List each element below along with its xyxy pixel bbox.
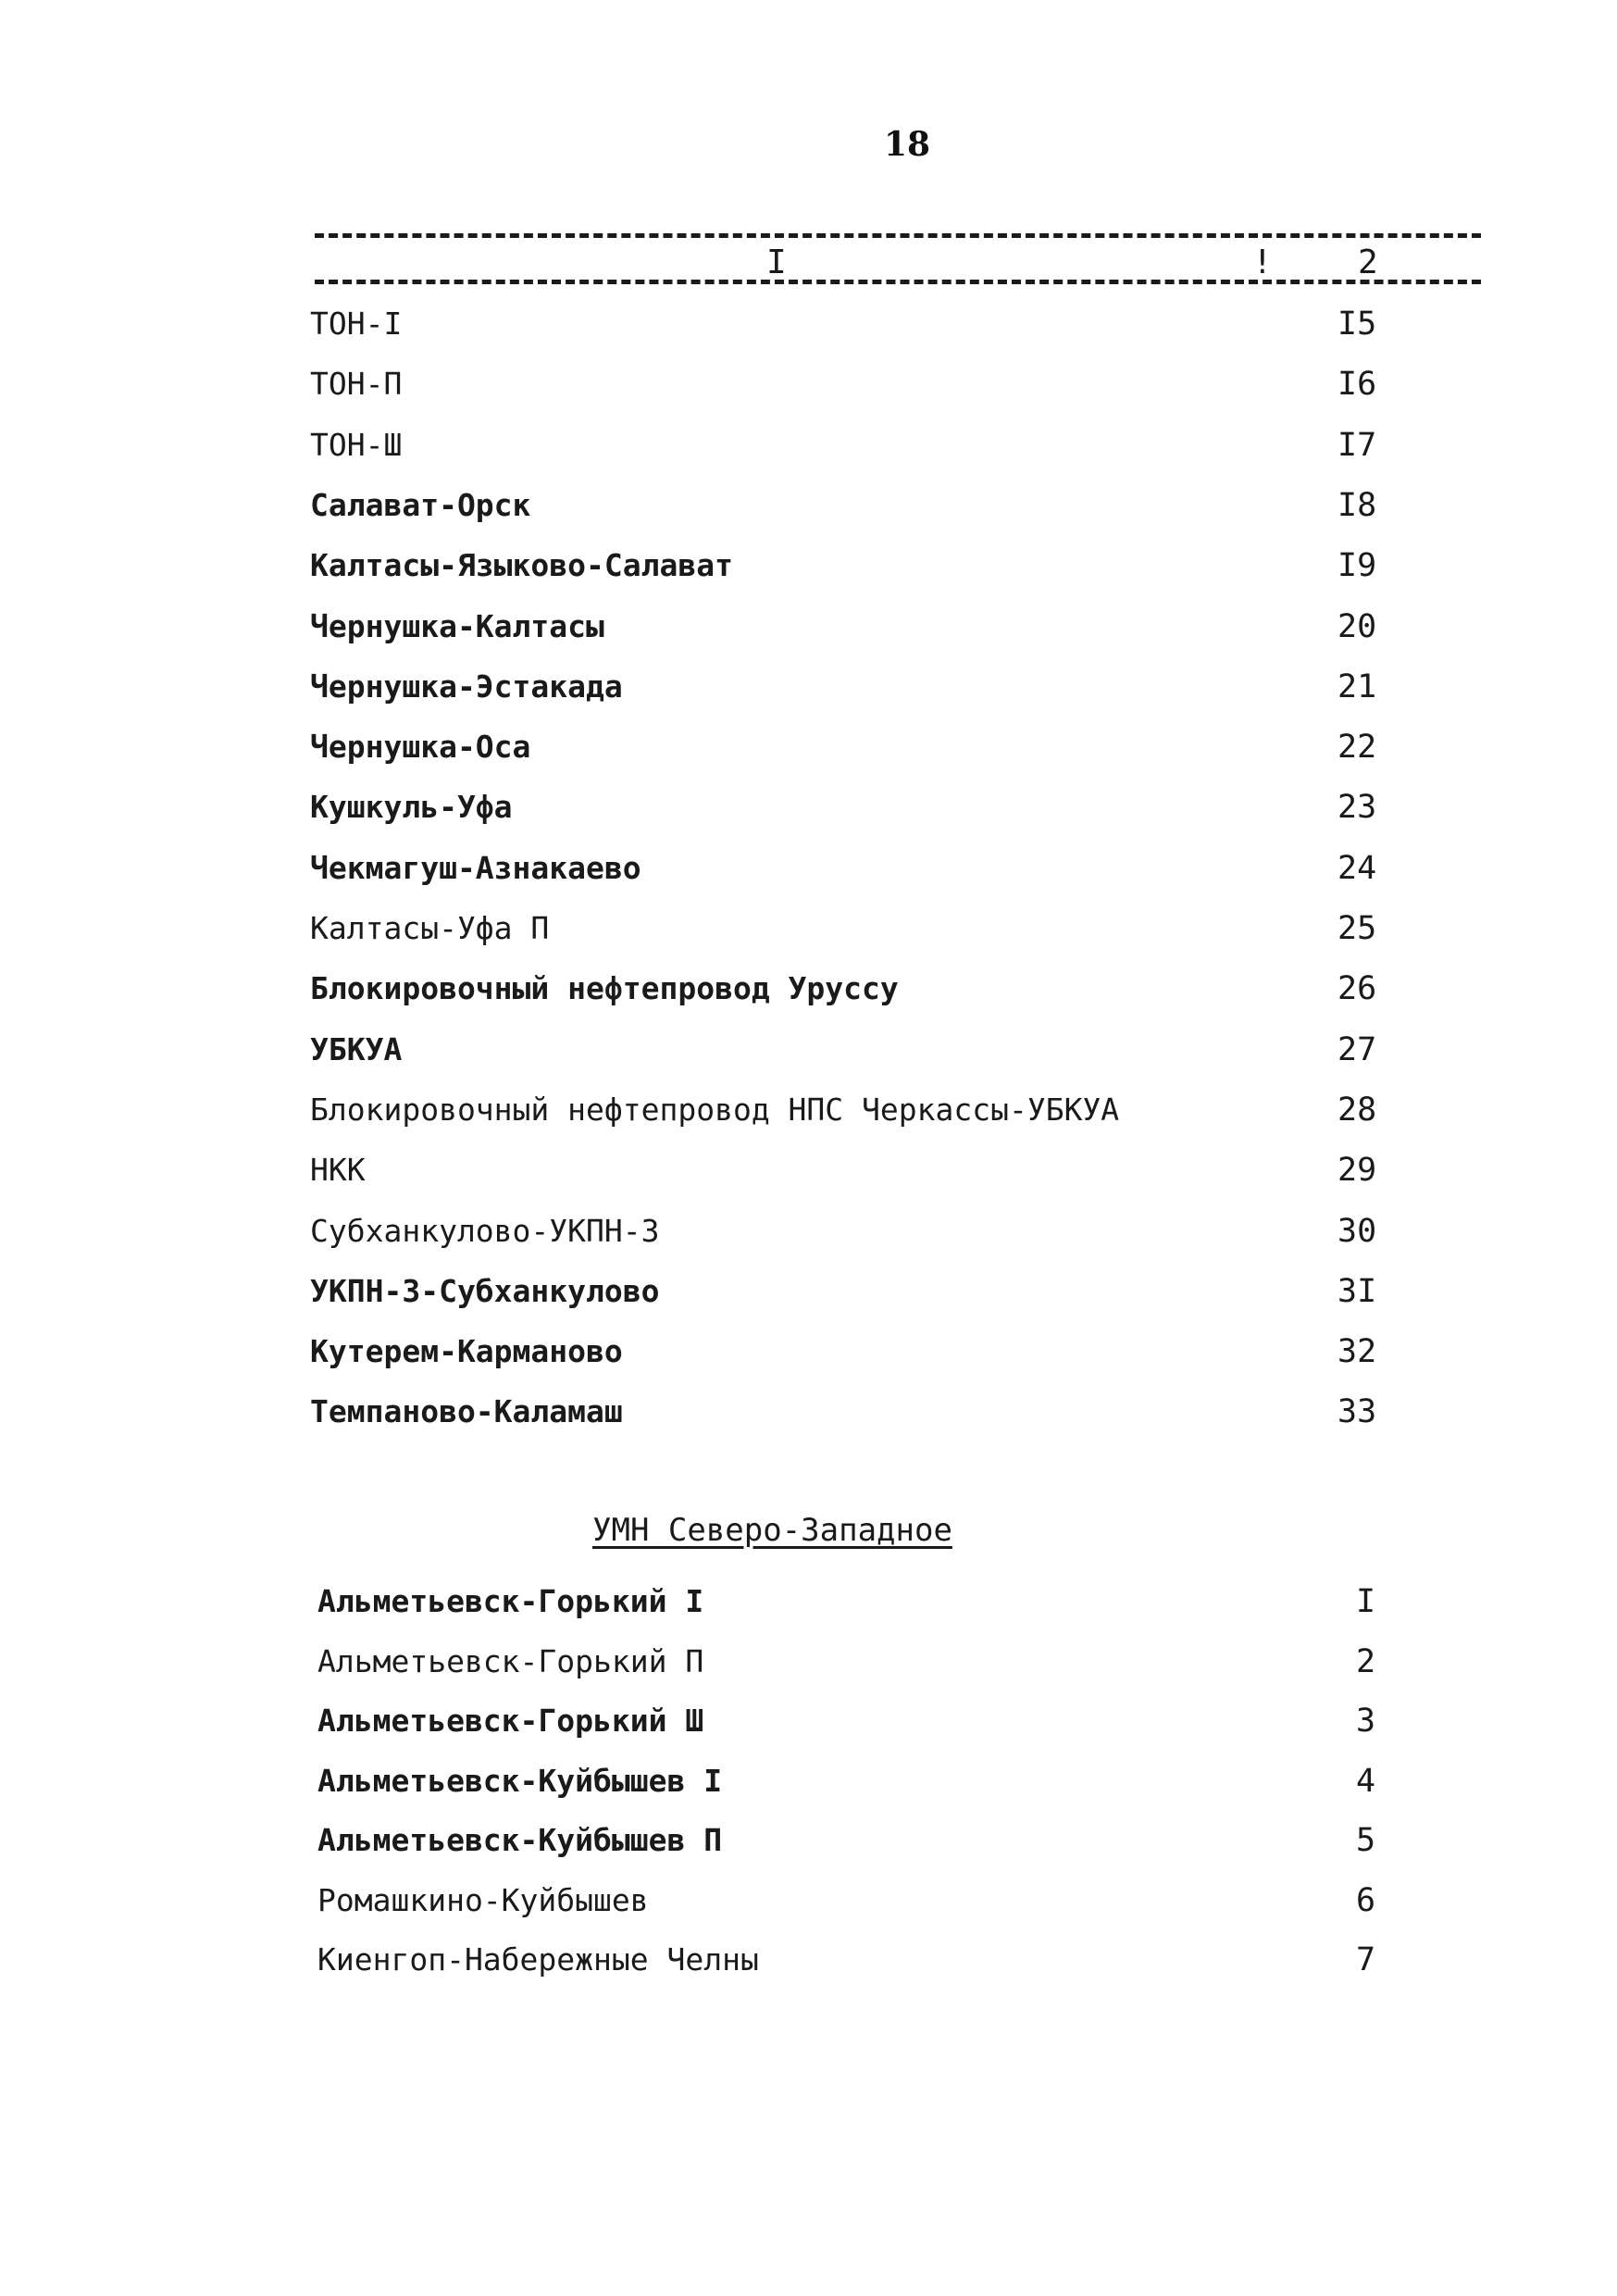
- list-item-name: Салават-Орск: [310, 486, 531, 523]
- list-item: [317, 1693, 1430, 1749]
- list-item-name: ТОН-Ш: [310, 426, 403, 463]
- list-item-number: 28: [1337, 1091, 1377, 1129]
- list-item-number: 20: [1337, 607, 1377, 645]
- list-item-name: ТОН-I: [310, 306, 403, 342]
- list-item: [317, 1932, 1430, 1988]
- table-header-col2: 2: [1358, 243, 1378, 281]
- list-item-number: 3: [1356, 1703, 1376, 1740]
- list-item-number: I9: [1337, 547, 1377, 585]
- list-item-name: УБКУА: [310, 1030, 403, 1067]
- list-item-name: Калтасы-Языково-Салават: [310, 547, 733, 584]
- list-item-number: 3I: [1337, 1272, 1377, 1310]
- list-item: [317, 1813, 1430, 1868]
- list-item-name: Чекмагуш-Азнакаево: [310, 849, 641, 886]
- list-item: [310, 841, 1412, 896]
- list-item: [310, 296, 1412, 352]
- list-item: [310, 961, 1412, 1017]
- list-item-number: 26: [1337, 970, 1377, 1008]
- list-item-name: Альметьевск-Горький I: [317, 1583, 704, 1619]
- list-item: [310, 1384, 1412, 1440]
- list-item-number: 4: [1356, 1762, 1376, 1800]
- list-item: [317, 1574, 1430, 1629]
- list-item: [310, 1142, 1412, 1198]
- list-item-number: 25: [1337, 910, 1377, 947]
- list-item-name: Ромашкино-Куйбышев: [317, 1881, 649, 1918]
- table-header-rule-bottom: [315, 280, 1481, 284]
- list-item-name: УКПН-3-Субханкулово: [310, 1272, 660, 1309]
- list-item-name: Темпаново-Каламаш: [310, 1393, 623, 1430]
- list-item: [310, 1264, 1412, 1319]
- list-item-number: I5: [1337, 306, 1377, 343]
- list-item-name: Чернушка-Оса: [310, 729, 531, 766]
- list-item: [310, 719, 1412, 775]
- list-item-name: Чернушка-Эстакада: [310, 668, 623, 705]
- list-item-number: I6: [1337, 366, 1377, 404]
- list-item-number: 24: [1337, 849, 1377, 887]
- list-item-name: Альметьевск-Горький Ш: [317, 1703, 704, 1739]
- list-item-name: Субханкулово-УКПН-3: [310, 1212, 660, 1249]
- list-item-number: 21: [1337, 668, 1377, 705]
- table-header-rule-top: [315, 233, 1481, 238]
- list-item-number: 22: [1337, 729, 1377, 767]
- list-item-number: I7: [1337, 426, 1377, 464]
- list-item-name: Чернушка-Калтасы: [310, 607, 604, 644]
- list-item: [310, 1324, 1412, 1379]
- list-item-number: I: [1356, 1583, 1376, 1620]
- list-item: [310, 1022, 1412, 1078]
- list-item: [310, 1082, 1412, 1138]
- list-item-name: ТОН-П: [310, 366, 403, 403]
- list-item-number: 30: [1337, 1212, 1377, 1250]
- list-item-name: Блокировочный нефтепровод Уруссу: [310, 970, 899, 1007]
- list-item-number: 27: [1337, 1030, 1377, 1068]
- list-item: [310, 780, 1412, 835]
- list-item: [310, 356, 1412, 412]
- list-item-name: Блокировочный нефтепровод НПС Черкассы-УБКУА: [310, 1091, 1120, 1128]
- table-header-col1: I: [766, 243, 787, 281]
- list-item: [317, 1753, 1430, 1809]
- list-item-name: Калтасы-Уфа П: [310, 910, 550, 946]
- list-item-number: 29: [1337, 1152, 1377, 1190]
- list-item: [310, 478, 1412, 533]
- list-item-number: I8: [1337, 486, 1377, 524]
- table-header-separator: !: [1252, 243, 1273, 281]
- list-item-name: Киенгоп-Набережные Челны: [317, 1941, 759, 1978]
- list-item-name: Кушкуль-Уфа: [310, 789, 513, 826]
- list-item: [310, 418, 1412, 473]
- list-item-number: 7: [1356, 1941, 1376, 1978]
- list-item-name: Альметьевск-Куйбышев I: [317, 1762, 723, 1799]
- list-item: [310, 538, 1412, 593]
- list-item: [317, 1634, 1430, 1690]
- list-item-name: НКК: [310, 1152, 366, 1189]
- list-item-number: 2: [1356, 1642, 1376, 1680]
- list-item: [310, 659, 1412, 715]
- section-title: УМН Северо-Западное: [592, 1512, 952, 1549]
- list-item: [317, 1873, 1430, 1928]
- list-item-number: 5: [1356, 1822, 1376, 1859]
- list-item-number: 6: [1356, 1881, 1376, 1919]
- list-item: [310, 1204, 1412, 1259]
- list-item-name: Кутерем-Карманово: [310, 1333, 623, 1370]
- list-item: [310, 901, 1412, 956]
- page-number: 18: [884, 125, 931, 164]
- list-item-number: 33: [1337, 1393, 1377, 1431]
- list-item: [310, 599, 1412, 655]
- list-item-name: Альметьевск-Горький П: [317, 1642, 704, 1679]
- list-item-name: Альметьевск-Куйбышев П: [317, 1822, 723, 1858]
- list-item-number: 32: [1337, 1333, 1377, 1371]
- list-item-number: 23: [1337, 789, 1377, 827]
